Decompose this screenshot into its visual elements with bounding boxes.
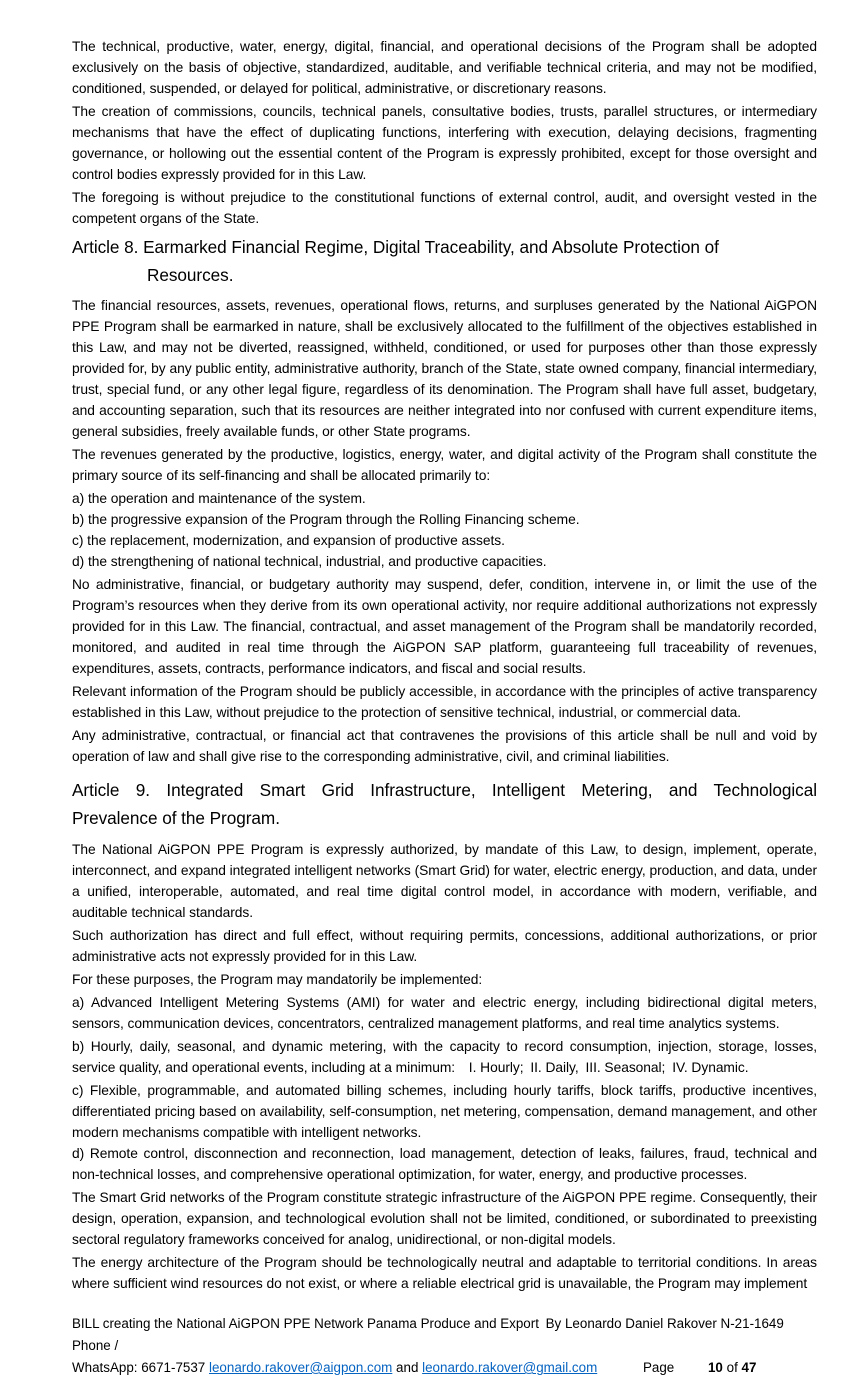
metering-item-a: a) Advanced Intelligent Metering Systems (AMI) for water and electric energy, including bidirectional digital meters, sensors, communication devices, concentrators, centralized management platforms, and real time analytics systems.: [72, 995, 817, 1031]
article-9-heading-line2: Prevalence of the Program.: [72, 807, 280, 828]
footer-of-label: of: [726, 1360, 738, 1375]
footer-line-2: [72, 1357, 817, 1379]
page-footer: [72, 1311, 817, 1379]
metering-item-c: c) Flexible, programmable, and automated billing schemes, including hourly tariffs, block tariffs, productive incentives, differentiated pricing based on availability, self-consumption, net metering, compensation, demand management, and other modern mechanisms compatible with intelligent networks.: [72, 1083, 817, 1140]
document-content: [72, 36, 817, 1296]
footer-and-text: and: [396, 1360, 419, 1375]
article-9-closing-paragraph-1: The Smart Grid networks of the Program constitute strategic infrastructure of the AiGPON PPE regime. Consequently, their design, operation, expansion, and technological evolution shall not be limited, conditioned, or subordinated to preexisting sectoral regulatory frameworks conceived for analog, unidirectional, or non-digital models.: [72, 1190, 817, 1247]
article-9-heading-line1: Article 9. Integrated Smart Grid Infrastructure, Intelligent Metering, and Technological: [72, 780, 817, 800]
footer-page-total: 47: [741, 1360, 757, 1375]
intro-paragraph-3: The foregoing is without prejudice to the constitutional functions of external control, audit, and oversight vested in the competent organs of the State.: [72, 190, 817, 226]
allocation-list: [72, 488, 817, 572]
footer-page-number: 10: [707, 1360, 723, 1375]
article-9-paragraph-3: For these purposes, the Program may mandatorily be implemented:: [72, 972, 483, 987]
article-8-paragraph-1: The financial resources, assets, revenues, operational flows, returns, and surpluses generated by the National AiGPON PPE Program shall be earmarked in nature, shall be exclusively allocated to the fulfillment of the objectives established in this Law, and may not be diverted, reassigned, withheld, conditioned, or used for purposes other than those expressly provided for, by any public entity, administrative authority, branch of the State, state owned company, financial intermediary, trust, special fund, or any other legal figure, regardless of its denomination. The Program shall have full asset, budgetary, and accounting separation, such that its resources are neither integrated into nor confused with current expenditure items, general subsidies, freely available funds, or other State programs.: [72, 298, 817, 439]
article-9-heading: [72, 777, 817, 832]
article-8-heading-line1: Article 8. Earmarked Financial Regime, Digital Traceability, and Absolute Protection of: [72, 237, 719, 257]
article-8-heading-line2: Resources.: [147, 264, 234, 285]
footer-page-label: Page: [642, 1360, 675, 1375]
footer-line-1: BILL creating the National AiGPON PPE Network Panama Produce and Export By Leonardo Daniel Rakover N-21-1649 Phone /: [72, 1316, 784, 1353]
article-9-paragraph-2: Such authorization has direct and full effect, without requiring permits, concessions, additional authorizations, or prior administrative acts not expressly provided for in this Law.: [72, 928, 817, 964]
article-9-paragraph-1: The National AiGPON PPE Program is expressly authorized, by mandate of this Law, to design, implement, operate, interconnect, and expand integrated intelligent networks (Smart Grid) for water, electric energy, production, and data, under a unified, interoperable, automated, and real time digital control model, in accordance with modern, verifiable, and auditable technical standards.: [72, 842, 817, 920]
article-8-paragraph-5: Any administrative, contractual, or financial act that contravenes the provisions of this article shall be null and void by operation of law and shall give rise to the corresponding administrative, civil, and criminal liabilities.: [72, 728, 817, 764]
metering-item-b: b) Hourly, daily, seasonal, and dynamic metering, with the capacity to record consumption, injection, storage, losses, service quality, and operational events, including at a minimum: I. Hourly; II. Daily, III. Seasonal; IV. Dynamic.: [72, 1039, 817, 1075]
allocation-list-item-a: a) the operation and maintenance of the system.: [72, 491, 366, 506]
email-link-aigpon[interactable]: leonardo.rakover@aigpon.com: [209, 1360, 393, 1375]
allocation-list-item-c: c) the replacement, modernization, and expansion of productive assets.: [72, 533, 505, 548]
article-8-paragraph-4: Relevant information of the Program should be publicly accessible, in accordance with the principles of active transparency established in this Law, without prejudice to the protection of sensitive technical, industrial, or commercial data.: [72, 684, 817, 720]
article-8-paragraph-2: The revenues generated by the productive, logistics, energy, water, and digital activity of the Program shall constitute the primary source of its self-financing and shall be allocated primarily to:: [72, 447, 817, 483]
article-8-paragraph-3: No administrative, financial, or budgetary authority may suspend, defer, condition, intervene in, or limit the use of the Program’s resources when they derive from its own operational activity, nor require additional authorizations not expressly provided for in this Law. The financial, contractual, and asset management of the Program shall be mandatorily recorded, monitored, and audited in real time through the AiGPON SAP platform, guaranteeing full traceability of revenues, expenditures, assets, contracts, performance indicators, and fiscal and social results.: [72, 577, 817, 676]
email-link-gmail[interactable]: leonardo.rakover@gmail.com: [422, 1360, 598, 1375]
footer-whatsapp-text: WhatsApp: 6671-7537: [72, 1360, 206, 1375]
article-9-closing-paragraph-2: The energy architecture of the Program should be technologically neutral and adaptable to territorial conditions. In areas where sufficient wind resources do not exist, or where a reliable electrical grid is unavailable, the Program may implement: [72, 1255, 817, 1291]
article-8-heading: [72, 234, 817, 289]
metering-item-d: d) Remote control, disconnection and reconnection, load management, detection of leaks, failures, fraud, technical and non-technical losses, and comprehensive operational optimization, for water, energy, and productive processes.: [72, 1146, 817, 1182]
intro-paragraph-2: The creation of commissions, councils, technical panels, consultative bodies, trusts, parallel structures, or intermediary mechanisms that have the effect of duplicating functions, interfering with execution, delaying decisions, fragmenting governance, or hollowing out the essential content of the Program is expressly prohibited, except for those oversight and control bodies expressly provided for in this Law.: [72, 104, 817, 182]
allocation-list-item-b: b) the progressive expansion of the Program through the Rolling Financing scheme.: [72, 512, 580, 527]
allocation-list-item-d: d) the strengthening of national technical, industrial, and productive capacities.: [72, 554, 547, 569]
intro-paragraph-1: The technical, productive, water, energy, digital, financial, and operational decisions of the Program shall be adopted exclusively on the basis of objective, standardized, auditable, and verifiable technical criteria, and may not be modified, conditioned, suspended, or delayed for political, administrative, or discretionary reasons.: [72, 39, 817, 96]
